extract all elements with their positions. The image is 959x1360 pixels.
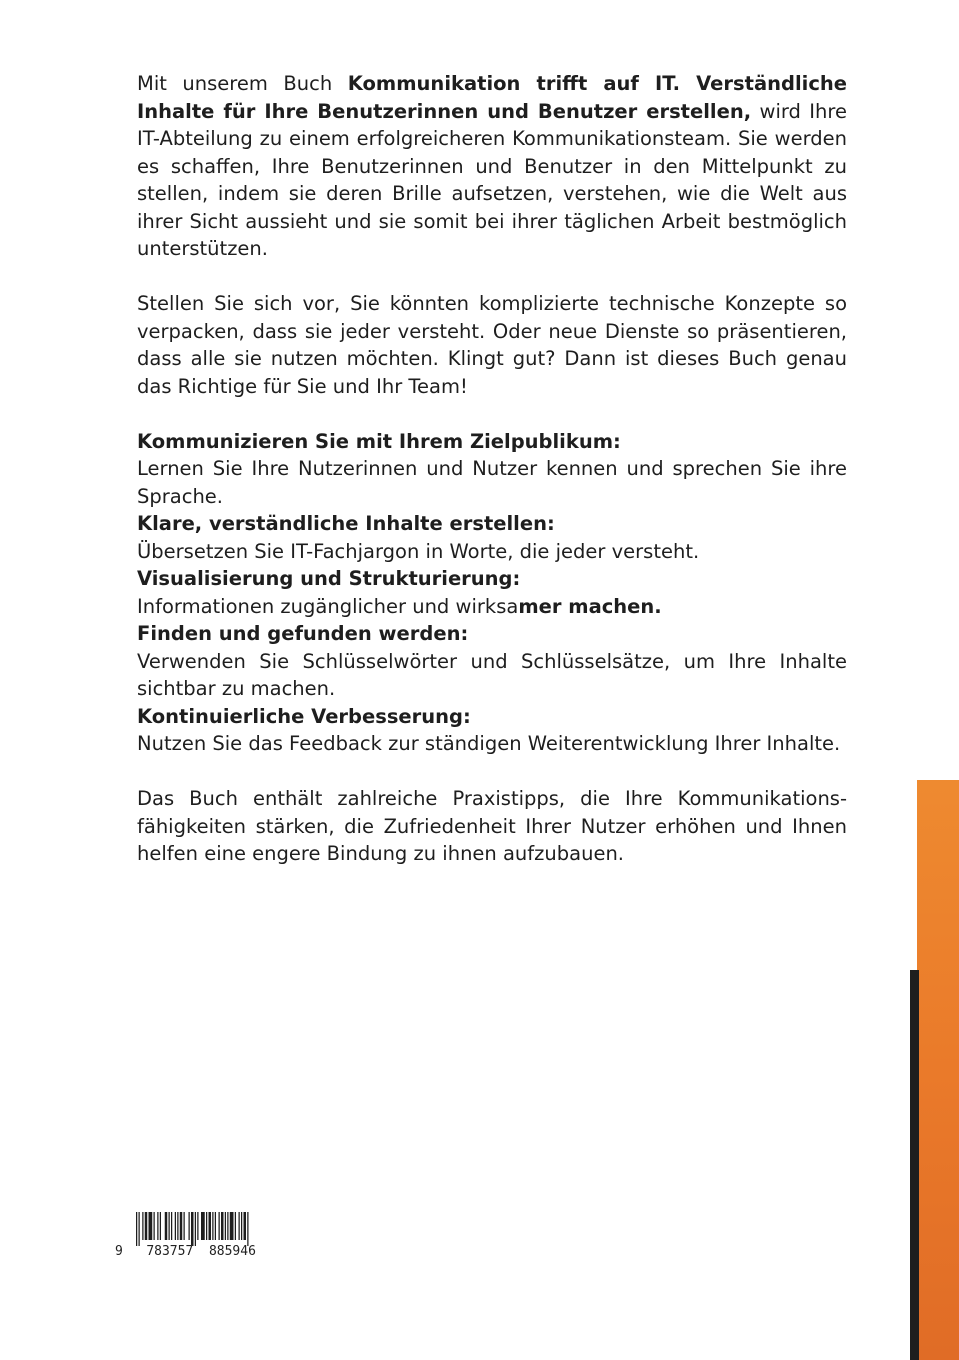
barcode-bar <box>157 1212 158 1240</box>
feature-text: Übersetzen Sie IT-Fachjargon in Worte, die jeder versteht. <box>137 539 700 563</box>
feature-text <box>137 593 847 621</box>
feature-heading: Kontinuierliche Verbesserung: <box>137 704 471 728</box>
dark-spine-stripe <box>910 970 919 1360</box>
feature-heading: Klare, verständliche Inhalte erstellen: <box>137 512 555 535</box>
barcode-bar <box>175 1212 176 1240</box>
barcode-bar <box>184 1212 185 1240</box>
feature-text: Nutzen Sie das Feedback zur ständigen Weiterentwicklung Ihrer Inhalte. <box>137 732 841 755</box>
intro-rest: wird Ihre IT-Abteilung zu einem erfolgreicheren Kommunikationsteam. Sie werden es schaffen, Ihre Benutzerinnen und Benutzer in den Mittelpunkt zu stellen, indem sie deren Brille aufsetzen, verstehen, wie die Welt aus ihrer Sicht aussieht und sie somit bei ihrer täglichen Arbeit bestmöglich unterstützen. <box>137 99 847 260</box>
barcode-bar <box>221 1212 224 1240</box>
barcode-prefix: 9 <box>115 1244 123 1259</box>
second-paragraph: Stellen Sie sich vor, Sie könnten komplizierte technische Konzepte so verpacken, dass sie jeder versteht. Oder neue Dienste so präsentieren, dass alle sie nutzen möchten. Klingt gut? Dann ist dieses Buch genau das Richtige für Sie und Ihr Team! <box>137 292 847 398</box>
barcode-bar <box>195 1212 196 1246</box>
feature-text: Lernen Sie Ihre Nutzerinnen und Nutzer kennen und sprechen Sie ihre Sprache. <box>137 457 847 508</box>
barcode-bar <box>219 1212 220 1240</box>
barcode-bar <box>169 1212 170 1240</box>
intro-paragraph <box>137 70 847 263</box>
back-cover-text <box>137 70 847 868</box>
barcode-bar <box>235 1212 236 1240</box>
closing-paragraph: Das Buch enthält zahlreiche Praxistipps, die Ihre Kommunikations-fähigkeiten stärken, die Zufriedenheit Ihrer Nutzer erhöhen und Ihnen helfen eine engere Bindung zu ihnen aufzubauen. <box>137 787 847 865</box>
barcode-bar <box>209 1212 212 1240</box>
barcode-bar <box>189 1212 190 1240</box>
feature-heading: Kommunizieren Sie mit Ihrem Zielpublikum: <box>137 429 621 453</box>
barcode-bar <box>241 1212 242 1240</box>
barcode-bar <box>215 1212 216 1240</box>
barcode-bar <box>160 1212 161 1240</box>
barcode-bar <box>180 1212 183 1240</box>
barcode-bar <box>230 1212 234 1240</box>
orange-spine-stripe <box>917 780 959 1360</box>
barcode-group-2: 885946 <box>208 1244 256 1259</box>
barcode-bar <box>197 1212 198 1240</box>
feature-heading: Visualisierung und Strukturierung: <box>137 567 521 590</box>
barcode-bar <box>139 1212 140 1246</box>
barcode-bar <box>227 1212 228 1240</box>
barcode-bar <box>136 1212 137 1246</box>
barcode-bar <box>247 1212 248 1246</box>
barcode-bar <box>239 1212 240 1240</box>
barcode-bar <box>142 1212 143 1240</box>
barcode-bar <box>154 1212 155 1240</box>
barcode-bar <box>201 1212 205 1240</box>
barcode-bar <box>212 1212 213 1240</box>
barcode-bar <box>225 1212 226 1240</box>
barcode-bar <box>244 1212 247 1240</box>
barcode-bar <box>145 1212 148 1240</box>
feature-text-bold: mer machen. <box>518 594 662 618</box>
feature-text-plain: Informationen zugänglicher und wirksa <box>137 594 519 618</box>
feature-heading: Finden und gefunden werden: <box>137 622 469 645</box>
barcode-digits <box>115 1244 256 1259</box>
barcode-group-1: 783757 <box>146 1244 194 1259</box>
barcode-bar <box>165 1212 168 1240</box>
barcode-bar <box>149 1212 153 1240</box>
barcode-bars <box>136 1212 301 1246</box>
barcode-bar <box>191 1212 194 1246</box>
isbn-barcode <box>115 1212 305 1262</box>
book-title: Kommunikation trifft auf IT. Verständliche Inhalte für Ihre Benutzerinnen und Benutzer erstellen, <box>137 72 847 123</box>
intro-lead: Mit unserem Buch <box>137 72 348 95</box>
barcode-bar <box>206 1212 207 1240</box>
barcode-bar <box>171 1212 172 1240</box>
barcode-bar <box>177 1212 178 1240</box>
feature-text: Verwenden Sie Schlüsselwörter und Schlüsselsätze, um Ihre Inhalte sichtbar zu machen. <box>137 649 847 700</box>
